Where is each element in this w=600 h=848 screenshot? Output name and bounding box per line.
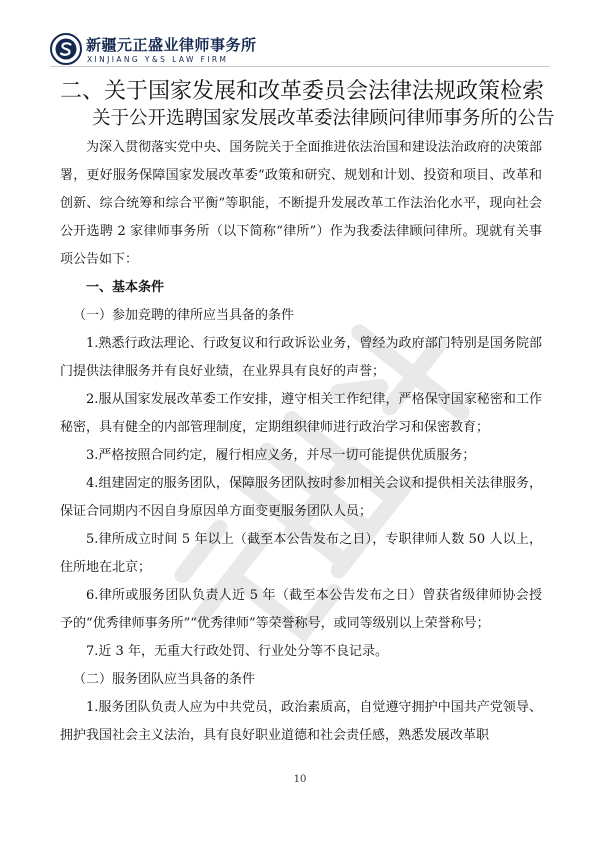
condition-item: 6.律所或服务团队负责人近 5 年（截至本公告发布之日）曾获省级律师协会授予的“优秀律师事务所”“优秀律师”等荣誉称号，或同等级别以上荣誉称号； xyxy=(60,588,542,631)
letterhead xyxy=(50,30,280,76)
condition-item: 7.近 3 年，无重大行政处罚、行业处分等不良记录。 xyxy=(86,644,388,659)
firm-name-cn: 新疆元正盛业律师事务所 xyxy=(86,36,257,54)
condition-item: 2.服从国家发展改革委工作安排，遵守相关工作纪律，严格保守国家秘密和工作秘密，具有健全的内部管理制度，定期组织律师进行政治学习和保密教育； xyxy=(60,392,542,435)
announcement-title: 关于公开选聘国家发展改革委法律顾问律师事务所的公告 xyxy=(92,108,555,129)
section-title: 二、关于国家发展和改革委员会法律法规政策检索 xyxy=(60,79,545,104)
condition-item: 5.律所成立时间 5 年以上（截至本公告发布之日），专职律师人数 50 人以上，住所地在北京； xyxy=(60,532,542,575)
document-body xyxy=(60,134,542,750)
condition-item: 1.服务团队负责人应为中共党员，政治素质高，自觉遵守拥护中国共产党领导、拥护我国社会主义法治，具有良好职业道德和社会责任感，熟悉发展改革职 xyxy=(60,700,542,743)
firm-logo-icon xyxy=(50,33,82,65)
section-heading: 一、基本条件 xyxy=(86,280,165,295)
subsection-heading: （一）参加竞聘的律所应当具备的条件 xyxy=(73,308,295,323)
subsection-heading: （二）服务团队应当具备的条件 xyxy=(73,672,256,687)
header-divider xyxy=(50,66,550,67)
firm-name-en: XINJIANG Y&S LAW FIRM xyxy=(87,55,229,64)
condition-item: 1.熟悉行政法理论、行政复议和行政诉讼业务，曾经为政府部门特别是国务院部门提供法律服务并有良好业绩，在业界具有良好的声誉； xyxy=(60,336,542,379)
condition-item: 4.组建固定的服务团队，保障服务团队按时参加相关会议和提供相关法律服务，保证合同期内不因自身原因单方面变更服务团队人员； xyxy=(60,476,542,519)
condition-item: 3.严格按照合同约定，履行相应义务，并尽一切可能提供优质服务； xyxy=(86,448,476,463)
page-number: 10 xyxy=(293,774,307,785)
intro-paragraph: 为深入贯彻落实党中央、国务院关于全面推进依法治国和建设法治政府的决策部署，更好服务保障国家发展改革委“政策和研究、规划和计划、投资和项目、改革和创新、综合统筹和综合平衡”等职能，不断提升发展改革工作法治化水平，现向社会公开选聘 2 家律师事务所（以下简称“律所”）作为我委法律顾问律所。现就有关事项公告如下： xyxy=(60,140,542,267)
